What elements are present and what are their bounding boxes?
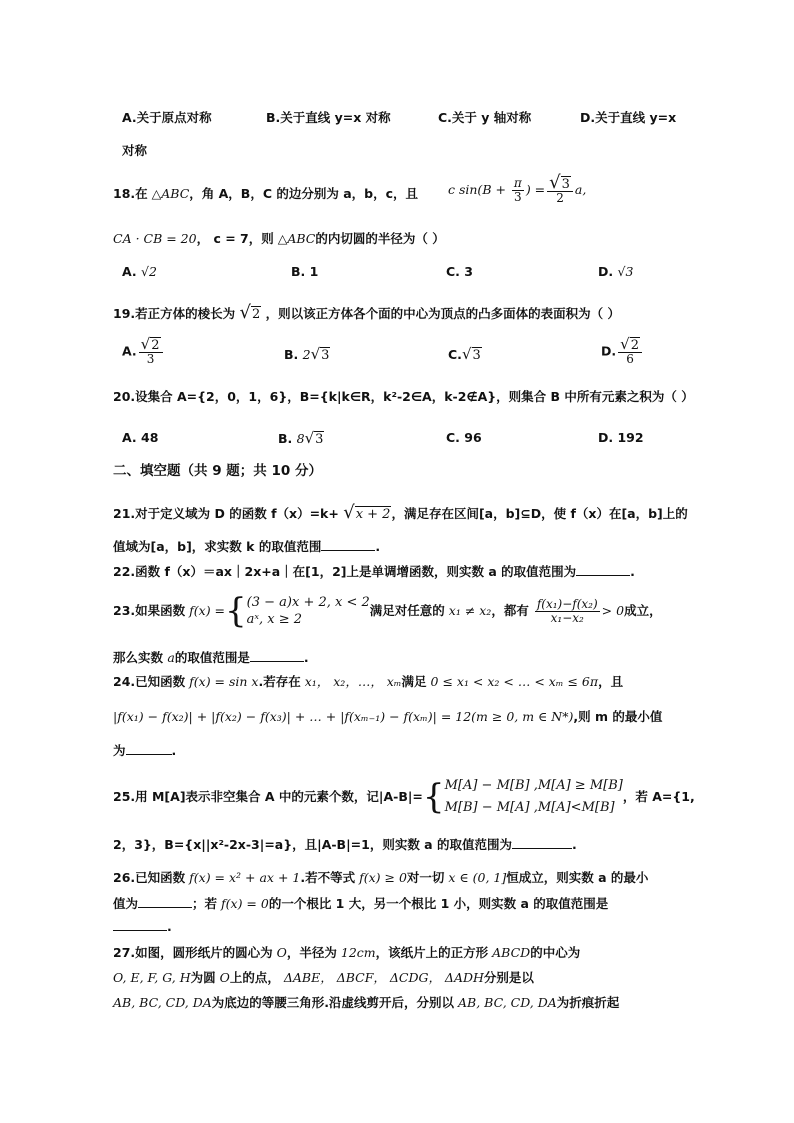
question-27-line1: 27.如图，圆形纸片的圆心为 O，半径为 12cm，该纸片上的正方形 ABCD的中心为: [113, 945, 581, 960]
question-26-line3: .: [113, 918, 172, 935]
answer-blank[interactable]: [576, 563, 630, 576]
question-25-line1: 25.用 M[A]表示非空集合 A 中的元素个数，记|A-B|={ M[A] − M[B] ,M[A] ≥ M[B] M[B] − M[A] ,M[A]<M[B] ，若 A={1,: [113, 777, 695, 817]
q17-option-c: C.关于 y 轴对称: [438, 110, 532, 125]
answer-blank[interactable]: [113, 918, 167, 931]
answer-blank[interactable]: [250, 649, 304, 662]
question-24-line3: 为 .: [113, 743, 177, 758]
question-18-equation: c sin(B + $\frac{\pi}{3}$ ) = $\frac{√3}{2}$ a,: [448, 172, 587, 205]
q20-option-c: C. 96: [446, 430, 482, 445]
answer-blank[interactable]: [126, 742, 172, 755]
question-22: 22.函数 f（x）＝ax｜2x+a｜在[1，2]上是单调增函数，则实数 a 的取值范围为 .: [113, 564, 635, 579]
question-24-line1: 24.已知函数 f(x) = sin x.若存在 x₁， x₂，…， xₘ满足 0 ≤ x₁ < x₂ < … < xₘ ≤ 6π，且: [113, 674, 624, 689]
question-23-line2: 那么实数 a的取值范围是 .: [113, 650, 309, 665]
question-23-line1: 23.如果函数 f(x) ={ (3 − a)x + 2, x < 2 aˣ, x ≥ 2 满足对任意的 x₁ ≠ x₂，都有 $\frac{\text{f(x₁)−f(x₂)}}{\text{x₁−x₂}}$ > 0成立，: [113, 591, 662, 631]
q18-option-c: C. 3: [446, 264, 473, 279]
answer-blank[interactable]: [138, 895, 192, 908]
question-21-line2: 值域为[a，b]，求实数 k 的取值范围 .: [113, 539, 381, 554]
question-26-line2: 值为 ；若 f(x) = 0的一个根比 1 大，另一个根比 1 小，则实数 a 的取值范围是: [113, 896, 609, 911]
q17-option-b: B.关于直线 y=x 对称: [266, 110, 391, 125]
question-27-line2: O, E, F, G, H为圆 O上的点， ΔABE， ΔBCF， ΔCDG， ΔADH分别是以: [113, 970, 534, 985]
section-heading-fill-in: 二、填空题（共 9 题；共 10 分）: [113, 463, 322, 479]
question-18-line1: 18.在 △ABC，角 A，B，C 的边分别为 a，b，c，且: [113, 186, 419, 201]
q17-option-d-continued: 对称: [122, 143, 148, 158]
question-25-line2: 2，3}，B={x||x²-2x-3|=a}，且|A-B|=1，则实数 a 的取值范围为 .: [113, 837, 577, 852]
q18-option-b: B. 1: [291, 264, 319, 279]
q19-option-b: B. 2√3: [284, 345, 330, 363]
q18-option-d: D. √3: [598, 264, 634, 279]
question-20-stem: 20.设集合 A={2，0，1，6}，B={k|k∈R，k²-2∈A，k-2∉A}，则集合 B 中所有元素之积为（ ）: [113, 389, 694, 404]
question-21-line1: 21.对于定义域为 D 的函数 f（x）=k+ √x + 2，满足存在区间[a，b]⊆D，使 f（x）在[a，b]上的: [113, 502, 688, 523]
question-26-line1: 26.已知函数 f(x) = x² + ax + 1.若不等式 f(x) ≥ 0对一切 x ∈ (0, 1]恒成立，则实数 a 的最小: [113, 870, 649, 885]
question-19-stem: 19.若正方体的棱长为 √2 ，则以该正方体各个面的中心为顶点的凸多面体的表面积为（ ）: [113, 302, 621, 323]
q19-option-a: A. $\frac{√2}{3}$: [122, 338, 165, 366]
q20-option-d: D. 192: [598, 430, 644, 445]
q20-option-a: A. 48: [122, 430, 159, 445]
q19-option-c: C.√3: [448, 345, 481, 363]
answer-blank[interactable]: [512, 836, 572, 849]
question-24-line2: |f(x₁) − f(x₂)| + |f(x₂) − f(x₃)| + … + |f(xₘ₋₁) − f(xₘ)| = 12(m ≥ 0, m ∈ N*),则 m 的最小值: [113, 709, 663, 724]
question-27-line3: AB, BC, CD, DA为底边的等腰三角形.沿虚线剪开后，分别以 AB, BC, CD, DA为折痕折起: [113, 995, 620, 1010]
q17-option-d: D.关于直线 y=x: [580, 110, 677, 125]
question-18-line2: CA · CB = 20， c = 7，则 △ABC的内切圆的半径为（ ）: [113, 231, 445, 246]
q18-option-a: A. √2: [122, 264, 157, 279]
q19-option-d: D. $\frac{√2}{6}$: [601, 338, 644, 366]
answer-blank[interactable]: [321, 538, 375, 551]
q20-option-b: B. 8√3: [278, 429, 324, 447]
q17-option-a: A.关于原点对称: [122, 110, 212, 125]
